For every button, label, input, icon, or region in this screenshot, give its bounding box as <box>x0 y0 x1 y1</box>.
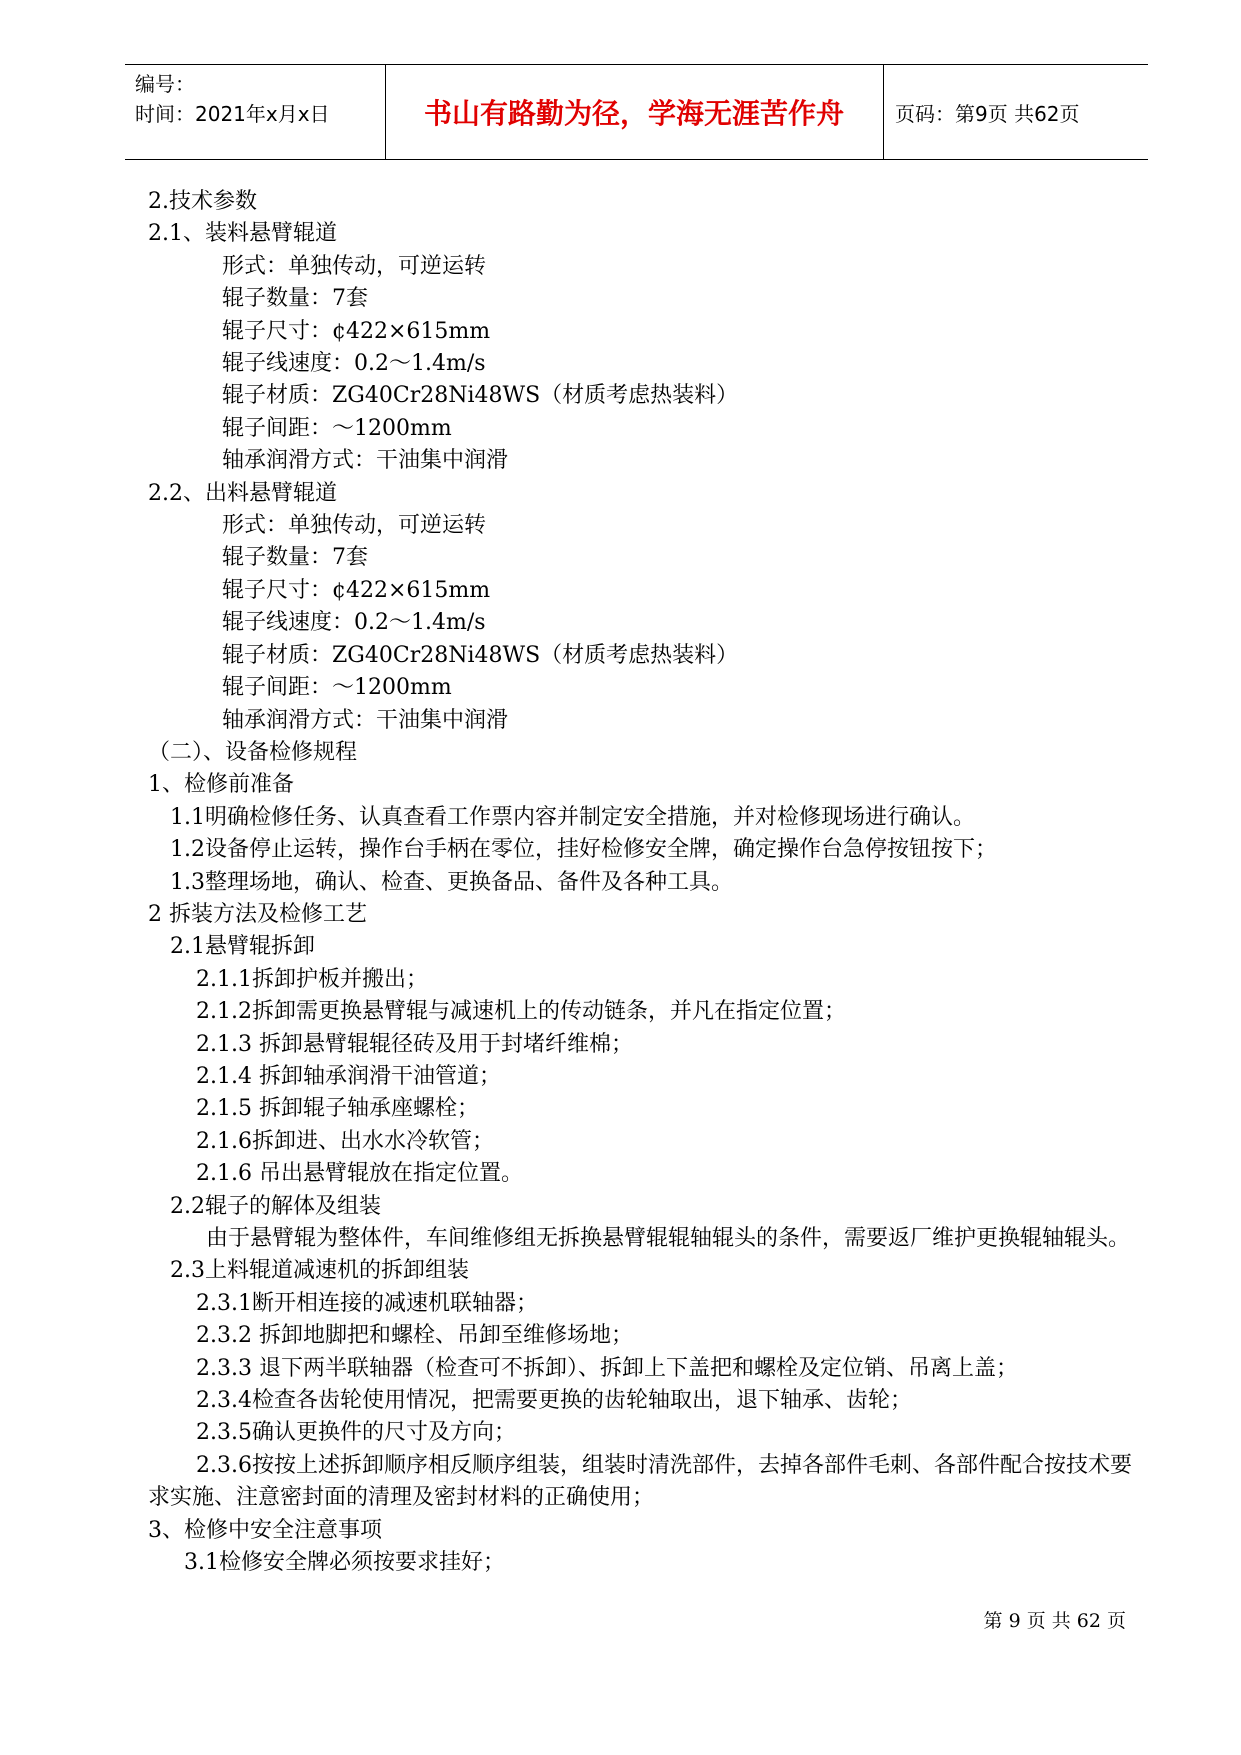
step-line: 2.1.5 拆卸辊子轴承座螺栓； <box>196 1096 479 1122</box>
page-footer: 第 9 页 共 62 页 <box>983 1610 1126 1632</box>
step-line: 2.3.5确认更换件的尺寸及方向； <box>196 1420 516 1446</box>
section-heading: 2.技术参数 <box>148 189 257 214</box>
step-line: 2.1.1拆卸护板并搬出； <box>196 966 428 992</box>
step-line: 2.3.3 退下两半联轴器（检查可不拆卸）、拆卸上下盖把和螺栓及定位销、吊离上盖； <box>196 1355 1018 1381</box>
param-line: 辊子材质：ZG40Cr28Ni48WS（材质考虑热装料） <box>222 383 739 409</box>
param-line: 辊子间距：～1200mm <box>222 675 452 701</box>
step-line: 1.3整理场地，确认、检查、更换备品、备件及各种工具。 <box>170 869 733 895</box>
subsection-heading: 2.2、出料悬臂辊道 <box>148 480 337 506</box>
param-line: 辊子材质：ZG40Cr28Ni48WS（材质考虑热装料） <box>222 642 739 668</box>
subsection-heading: 2.1悬臂辊拆卸 <box>170 934 315 960</box>
section-heading: 2 拆装方法及检修工艺 <box>148 901 367 927</box>
param-line: 轴承润滑方式：干油集中润滑 <box>222 448 509 474</box>
header-meta <box>135 69 385 129</box>
step-line: 2.3.4检查各齿轮使用情况，把需要更换的齿轮轴取出，退下轴承、齿轮； <box>196 1388 912 1414</box>
subsection-heading: 2.2辊子的解体及组装 <box>170 1193 381 1219</box>
header-page-label: 页码：第9页 共62页 <box>895 101 1080 126</box>
step-line: 3.1检修安全牌必须按要求挂好； <box>184 1550 505 1576</box>
param-line: 辊子数量：7套 <box>222 545 368 571</box>
param-line: 辊子尺寸：¢422×615mm <box>222 318 491 344</box>
paragraph: 2.3.6按按上述拆卸顺序相反顺序组装，组装时清洗部件，去掉各部件毛刺、各部件配合按技术要求实施、注意密封面的清理及密封材料的正确使用； <box>148 1452 1132 1511</box>
header-divider <box>883 65 884 159</box>
step-line: 1.2设备停止运转，操作台手柄在零位，挂好检修安全牌，确定操作台急停按钮按下； <box>170 837 997 863</box>
document-body <box>148 186 1138 1579</box>
number-label: 编号： <box>135 72 195 96</box>
section-heading: （二）、设备检修规程 <box>148 739 358 765</box>
step-line: 2.1.6 吊出悬臂辊放在指定位置。 <box>196 1161 523 1187</box>
section-heading: 3、检修中安全注意事项 <box>148 1517 382 1543</box>
header-divider <box>385 65 386 159</box>
step-line: 2.1.2拆卸需更换悬臂辊与减速机上的传动链条，并凡在指定位置； <box>196 999 846 1025</box>
param-line: 形式：单独传动，可逆运转 <box>222 513 487 539</box>
param-line: 形式：单独传动，可逆运转 <box>222 253 487 279</box>
param-line: 轴承润滑方式：干油集中润滑 <box>222 707 509 733</box>
step-line: 2.1.4 拆卸轴承润滑干油管道； <box>196 1063 501 1089</box>
time-label: 时间：2021年x月x日 <box>135 102 330 126</box>
param-line: 辊子间距：～1200mm <box>222 415 452 441</box>
section-heading: 1、检修前准备 <box>148 772 294 798</box>
subsection-heading: 2.1、装料悬臂辊道 <box>148 221 337 247</box>
param-line: 辊子线速度：0.2～1.4m/s <box>222 610 486 636</box>
param-line: 辊子数量：7套 <box>222 286 368 312</box>
header-motto: 书山有路勤为径，学海无涯苦作舟 <box>423 97 844 130</box>
step-line: 2.1.3 拆卸悬臂辊辊径砖及用于封堵纤维棉； <box>196 1031 633 1057</box>
param-line: 辊子线速度：0.2～1.4m/s <box>222 351 486 377</box>
paragraph: 由于悬臂辊为整体件，车间维修组无拆换悬臂辊辊轴辊头的条件，需要返厂维护更换辊轴辊头。 <box>206 1226 1131 1251</box>
step-line: 2.3.2 拆卸地脚把和螺栓、吊卸至维修场地； <box>196 1323 633 1349</box>
subsection-heading: 2.3上料辊道减速机的拆卸组装 <box>170 1258 469 1284</box>
step-line: 2.3.1断开相连接的减速机联轴器； <box>196 1290 538 1316</box>
step-line: 2.1.6拆卸进、出水水冷软管； <box>196 1128 494 1154</box>
step-line: 1.1明确检修任务、认真查看工作票内容并制定安全措施，并对检修现场进行确认。 <box>170 804 975 830</box>
param-line: 辊子尺寸：¢422×615mm <box>222 577 491 603</box>
document-header <box>125 64 1148 160</box>
